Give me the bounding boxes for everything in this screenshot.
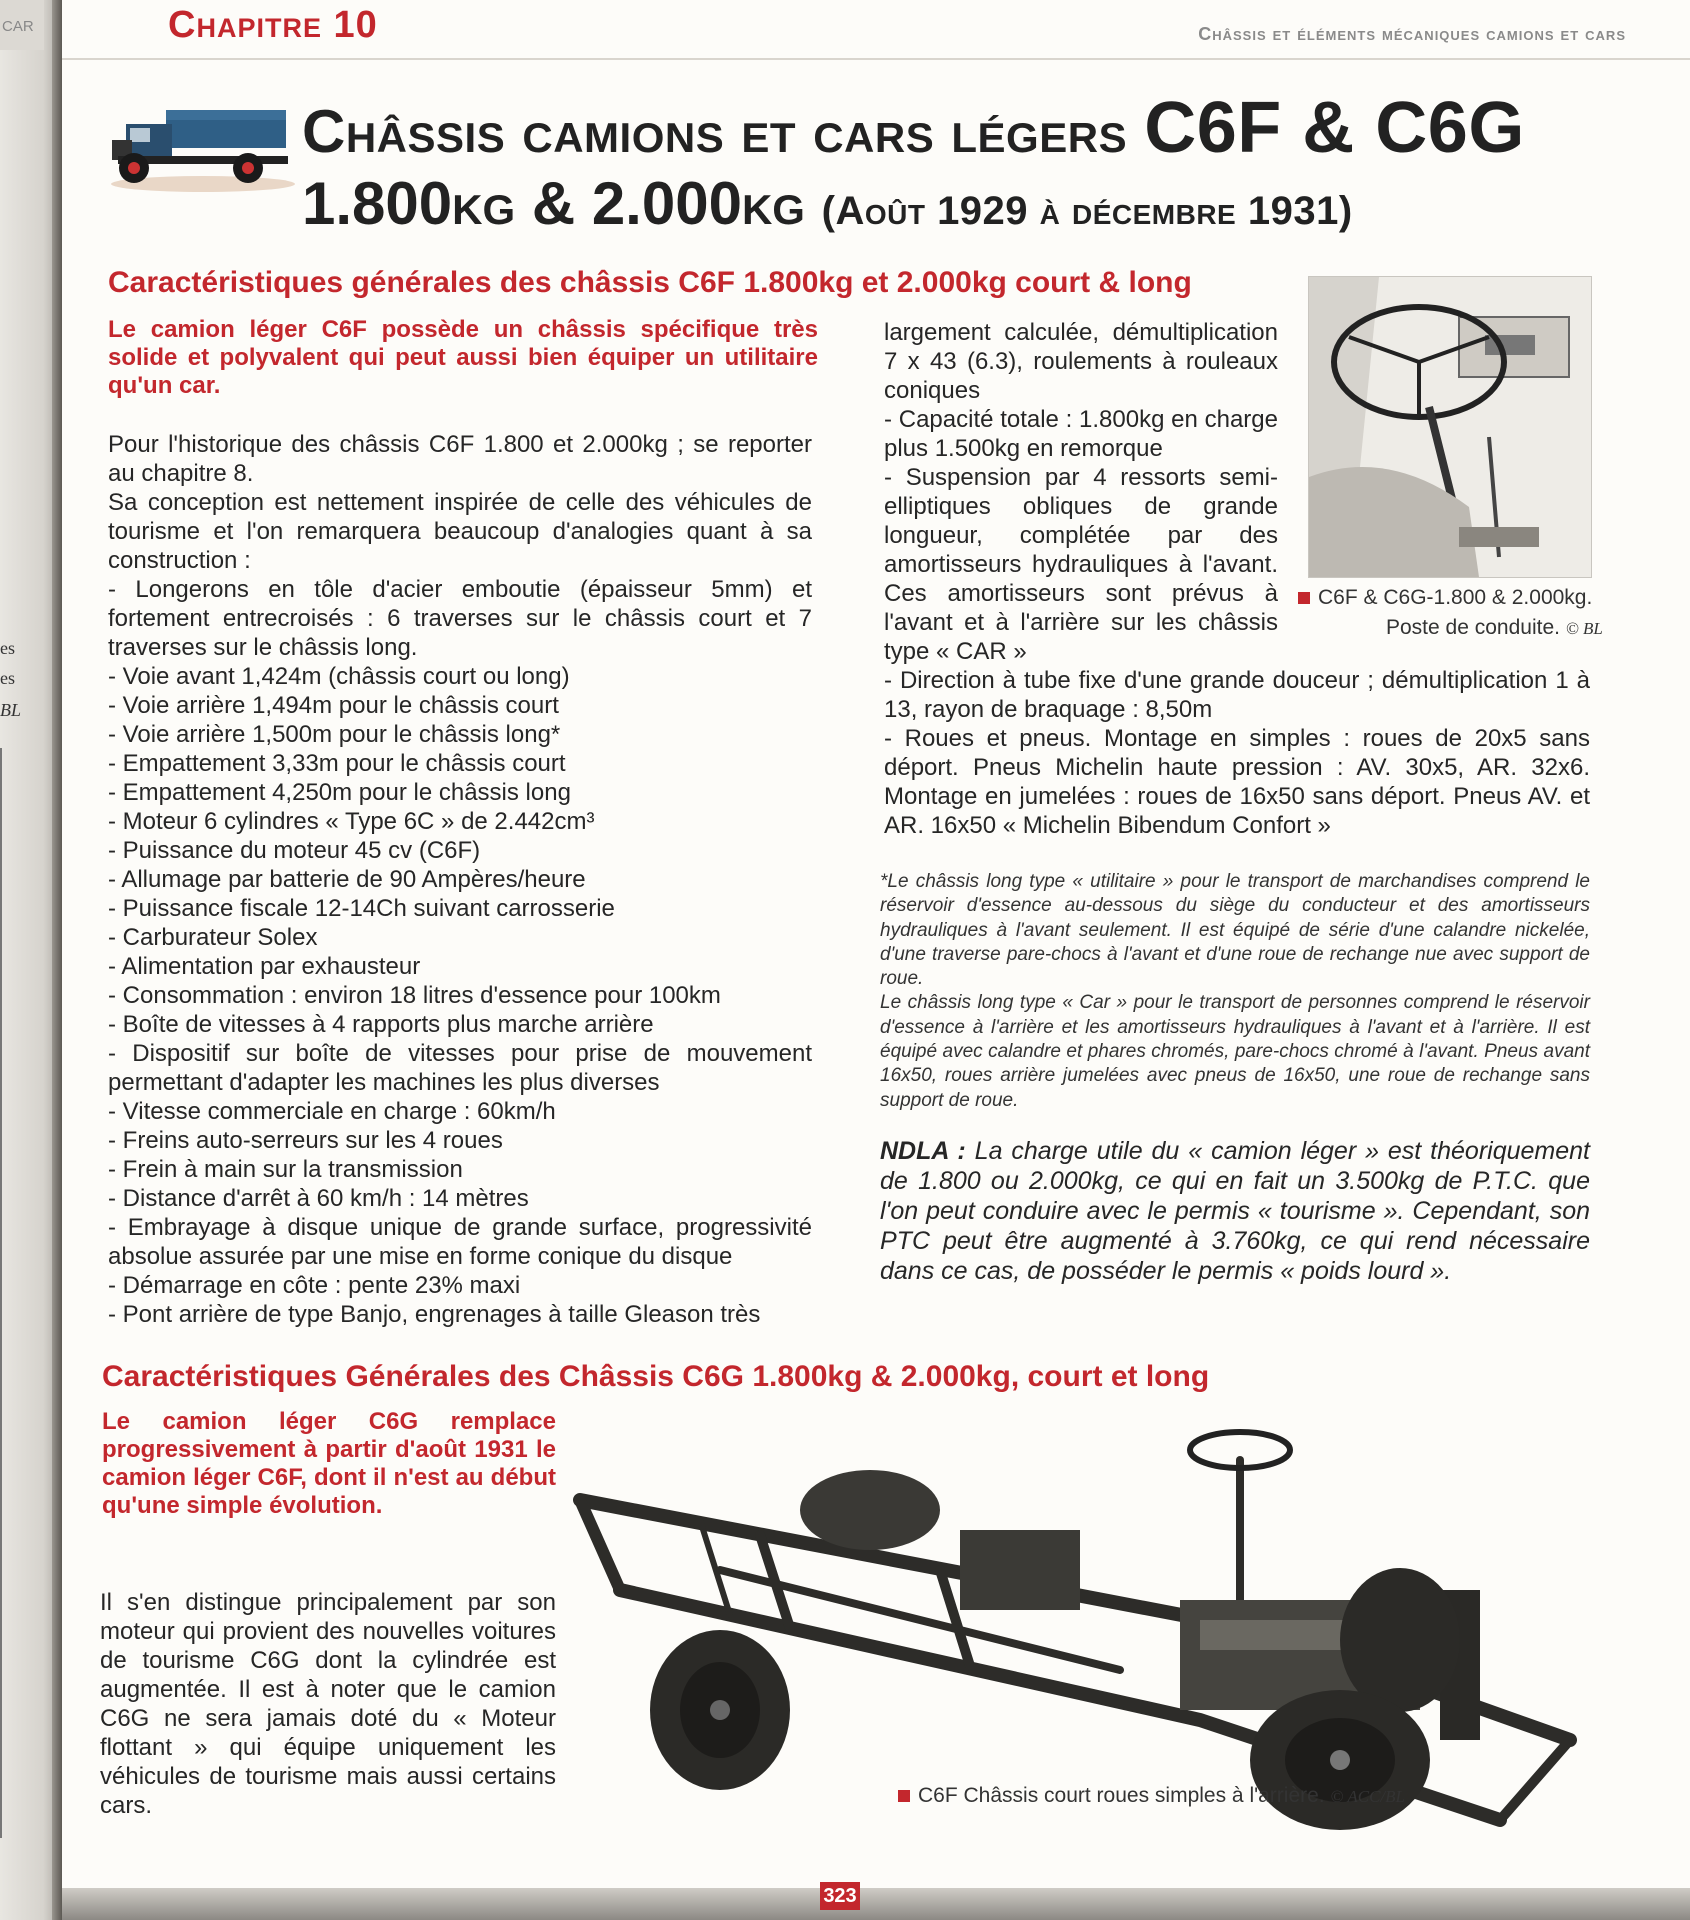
spec-item: - Capacité totale : 1.800kg en charge plus 1.500kg en remorque — [884, 405, 1278, 463]
truck-illustration — [108, 98, 298, 194]
prev-page-fragment: es — [0, 638, 15, 658]
prev-page-fragment: es — [0, 668, 15, 688]
section1-col2-bottom — [884, 666, 1590, 840]
prev-page-rule — [0, 748, 2, 1838]
spec-item: - Direction à tube fixe d'une grande douceur ; démultiplication 1 à 13, rayon de braquage : 8,50m — [884, 666, 1590, 724]
caption-marker — [1298, 592, 1310, 604]
chassis-photo-credit: © ACC/BL — [1330, 1787, 1405, 1806]
para-history: Pour l'historique des châssis C6F 1.800 et 2.000kg ; se reporter au chapitre 8. — [108, 431, 812, 487]
spec-item: - Dispositif sur boîte de vitesses pour prise de mouvement permettant d'adapter les machines les plus diverses — [108, 1039, 812, 1097]
chassis-photo-caption — [898, 1784, 1405, 1808]
caption-marker — [898, 1790, 910, 1802]
spec-item: - Démarrage en côte : pente 23% maxi — [108, 1271, 812, 1300]
spec-item: - Embrayage à disque unique de grande surface, progressivité absolue assurée par une mise en forme conique du disque — [108, 1213, 812, 1271]
section2-intro: Le camion léger C6G remplace progressivement à partir d'août 1931 le camion léger C6F, dont il n'est au début qu'une simple évolution. — [102, 1408, 556, 1519]
bottom-edge — [62, 1888, 1690, 1920]
spec-item: - Puissance du moteur 45 cv (C6F) — [108, 836, 812, 865]
spec-item: - Allumage par batterie de 90 Ampères/heure — [108, 865, 812, 894]
caption-line2: Poste de conduite. — [1386, 616, 1560, 639]
cab-photo-caption — [1298, 586, 1592, 610]
running-title: Châssis et éléments mécaniques camions et cars — [1198, 24, 1626, 44]
section2-body: Il s'en distingue principalement par son moteur qui provient des nouvelles voitures de tourisme C6G dont la cylindrée est augmentée. Il est à noter que le camion C6G ne sera jamais doté du « Moteur flottant » qui équipe uniquement les véhicules de tourisme mais aussi certains cars. — [100, 1589, 556, 1819]
page-title — [302, 88, 1652, 247]
para-conception: Sa conception est nettement inspirée de celle des véhicules de tourisme et l'on remarquera beaucoup d'analogies quant à sa construction : — [108, 489, 812, 574]
spec-list — [108, 575, 812, 1329]
section1-intro: Le camion léger C6F possède un châssis spécifique très solide et polyvalent qui peut aussi bien équiper un utilitaire qu'un car. — [108, 316, 818, 399]
footnote-long-car: Le châssis long type « Car » pour le transport de personnes comprend le réservoir d'essence à l'arrière et les amortisseurs hydrauliques à l'avant et à l'arrière. Il est équipé avec calandre et phares chromés, pare-chocs chromé à l'avant. Pneus avant 16x50, roues arrière jumelées avec pneus de 16x50, une roue de rechange sans support de roue. — [880, 992, 1590, 1111]
spec-item: - Vitesse commerciale en charge : 60km/h — [108, 1097, 812, 1126]
ndla-text: La charge utile du « camion léger » est théoriquement de 1.800 ou 2.000kg, ce qui en fait un 3.500kg de P.T.C. que l'on peut conduire avec le permis « tourisme ». Cependant, son PTC peut être augmenté à 3.760kg, ce qui rend nécessaire dans ce cas, de posséder le permis « poids lourd ». — [880, 1137, 1590, 1285]
chassis-caption-text: C6F Châssis court roues simples à l'arrière. — [918, 1784, 1325, 1807]
section1-col2-top — [884, 318, 1278, 666]
ndla-label: NDLA : — [880, 1137, 966, 1165]
section1-heading: Caractéristiques générales des châssis C6F 1.800kg et 2.000kg court & long — [108, 266, 1192, 299]
spec-list-3 — [884, 666, 1590, 840]
title-text: Châssis camions et cars légers — [302, 98, 1145, 165]
page-gutter — [0, 0, 62, 1920]
prev-page-fragment: BL — [0, 700, 22, 720]
section1-col1 — [108, 430, 812, 1329]
prev-page-text: CAR — [2, 18, 34, 35]
spec-item: - Voie arrière 1,500m pour le châssis long* — [108, 720, 812, 749]
title-weights: 1.800kg & 2.000kg — [302, 170, 822, 237]
chassis-photo — [560, 1410, 1630, 1830]
cab-photo — [1308, 276, 1592, 578]
photo-credit: © BL — [1565, 619, 1603, 638]
title-models: C6F & C6G — [1144, 88, 1525, 168]
section2-heading: Caractéristiques Générales des Châssis C6G 1.800kg & 2.000kg, court et long — [102, 1360, 1210, 1393]
spec-item: - Carburateur Solex — [108, 923, 812, 952]
spec-item: - Voie avant 1,424m (châssis court ou long) — [108, 662, 812, 691]
ndla-note — [880, 1136, 1590, 1286]
spec-item: - Pont arrière de type Banjo, engrenages à taille Gleason très — [108, 1300, 812, 1329]
footnote-long-utility: *Le châssis long type « utilitaire » pour le transport de marchandises comprend le réservoir d'essence au-dessous du siège du conducteur et des amortisseurs hydrauliques à l'avant seulement. Il est équipé de série d'une calandre nickelée, d'une traverse pare-chocs à l'avant et d'une roue de rechange nue avec support de roue. — [880, 871, 1590, 990]
spec-item: - Suspension par 4 ressorts semi-elliptiques obliques de grande longueur, complétée par des amortisseurs hydrauliques à l'avant. Ces amortisseurs sont prévus à l'avant et à l'arrière sur les châssis type « CAR » — [884, 463, 1278, 666]
spec-continued: largement calculée, démultiplication 7 x 43 (6.3), roulements à rouleaux coniques — [884, 319, 1278, 404]
spec-item: - Empattement 4,250m pour le châssis long — [108, 778, 812, 807]
spec-item: - Empattement 3,33m pour le châssis court — [108, 749, 812, 778]
cab-photo-caption-2 — [1386, 616, 1603, 640]
page-number: 323 — [820, 1882, 860, 1910]
spec-item: - Boîte de vitesses à 4 rapports plus marche arrière — [108, 1010, 812, 1039]
spec-item: - Moteur 6 cylindres « Type 6C » de 2.442cm³ — [108, 807, 812, 836]
caption-line1: C6F & C6G-1.800 & 2.000kg. — [1318, 586, 1593, 609]
book-spine — [52, 0, 62, 1920]
spec-item: - Frein à main sur la transmission — [108, 1155, 812, 1184]
chapter-label: Chapitre 10 — [168, 4, 378, 46]
spec-item: - Longerons en tôle d'acier emboutie (épaisseur 5mm) et fortement entrecroisés : 6 traverses sur le châssis court et 7 traverses sur le châssis long. — [108, 575, 812, 662]
spec-item: - Roues et pneus. Montage en simples : roues de 20x5 sans déport. Pneus Michelin haute pression : AV. 30x5, AR. 32x6. Montage en jumelées : roues de 16x50 sans déport. Pneus AV. et AR. 16x50 « Michelin Bibendum Confort » — [884, 724, 1590, 840]
spec-item: - Consommation : environ 18 litres d'essence pour 100km — [108, 981, 812, 1010]
spec-list-2 — [884, 405, 1278, 666]
header-rule — [62, 58, 1690, 60]
spec-item: - Freins auto-serreurs sur les 4 roues — [108, 1126, 812, 1155]
title-date: (Août 1929 à décembre 1931) — [821, 189, 1353, 233]
spec-item: - Voie arrière 1,494m pour le châssis court — [108, 691, 812, 720]
spec-item: - Puissance fiscale 12-14Ch suivant carrosserie — [108, 894, 812, 923]
footnote — [880, 870, 1590, 1113]
spec-item: - Alimentation par exhausteur — [108, 952, 812, 981]
spec-item: - Distance d'arrêt à 60 km/h : 14 mètres — [108, 1184, 812, 1213]
